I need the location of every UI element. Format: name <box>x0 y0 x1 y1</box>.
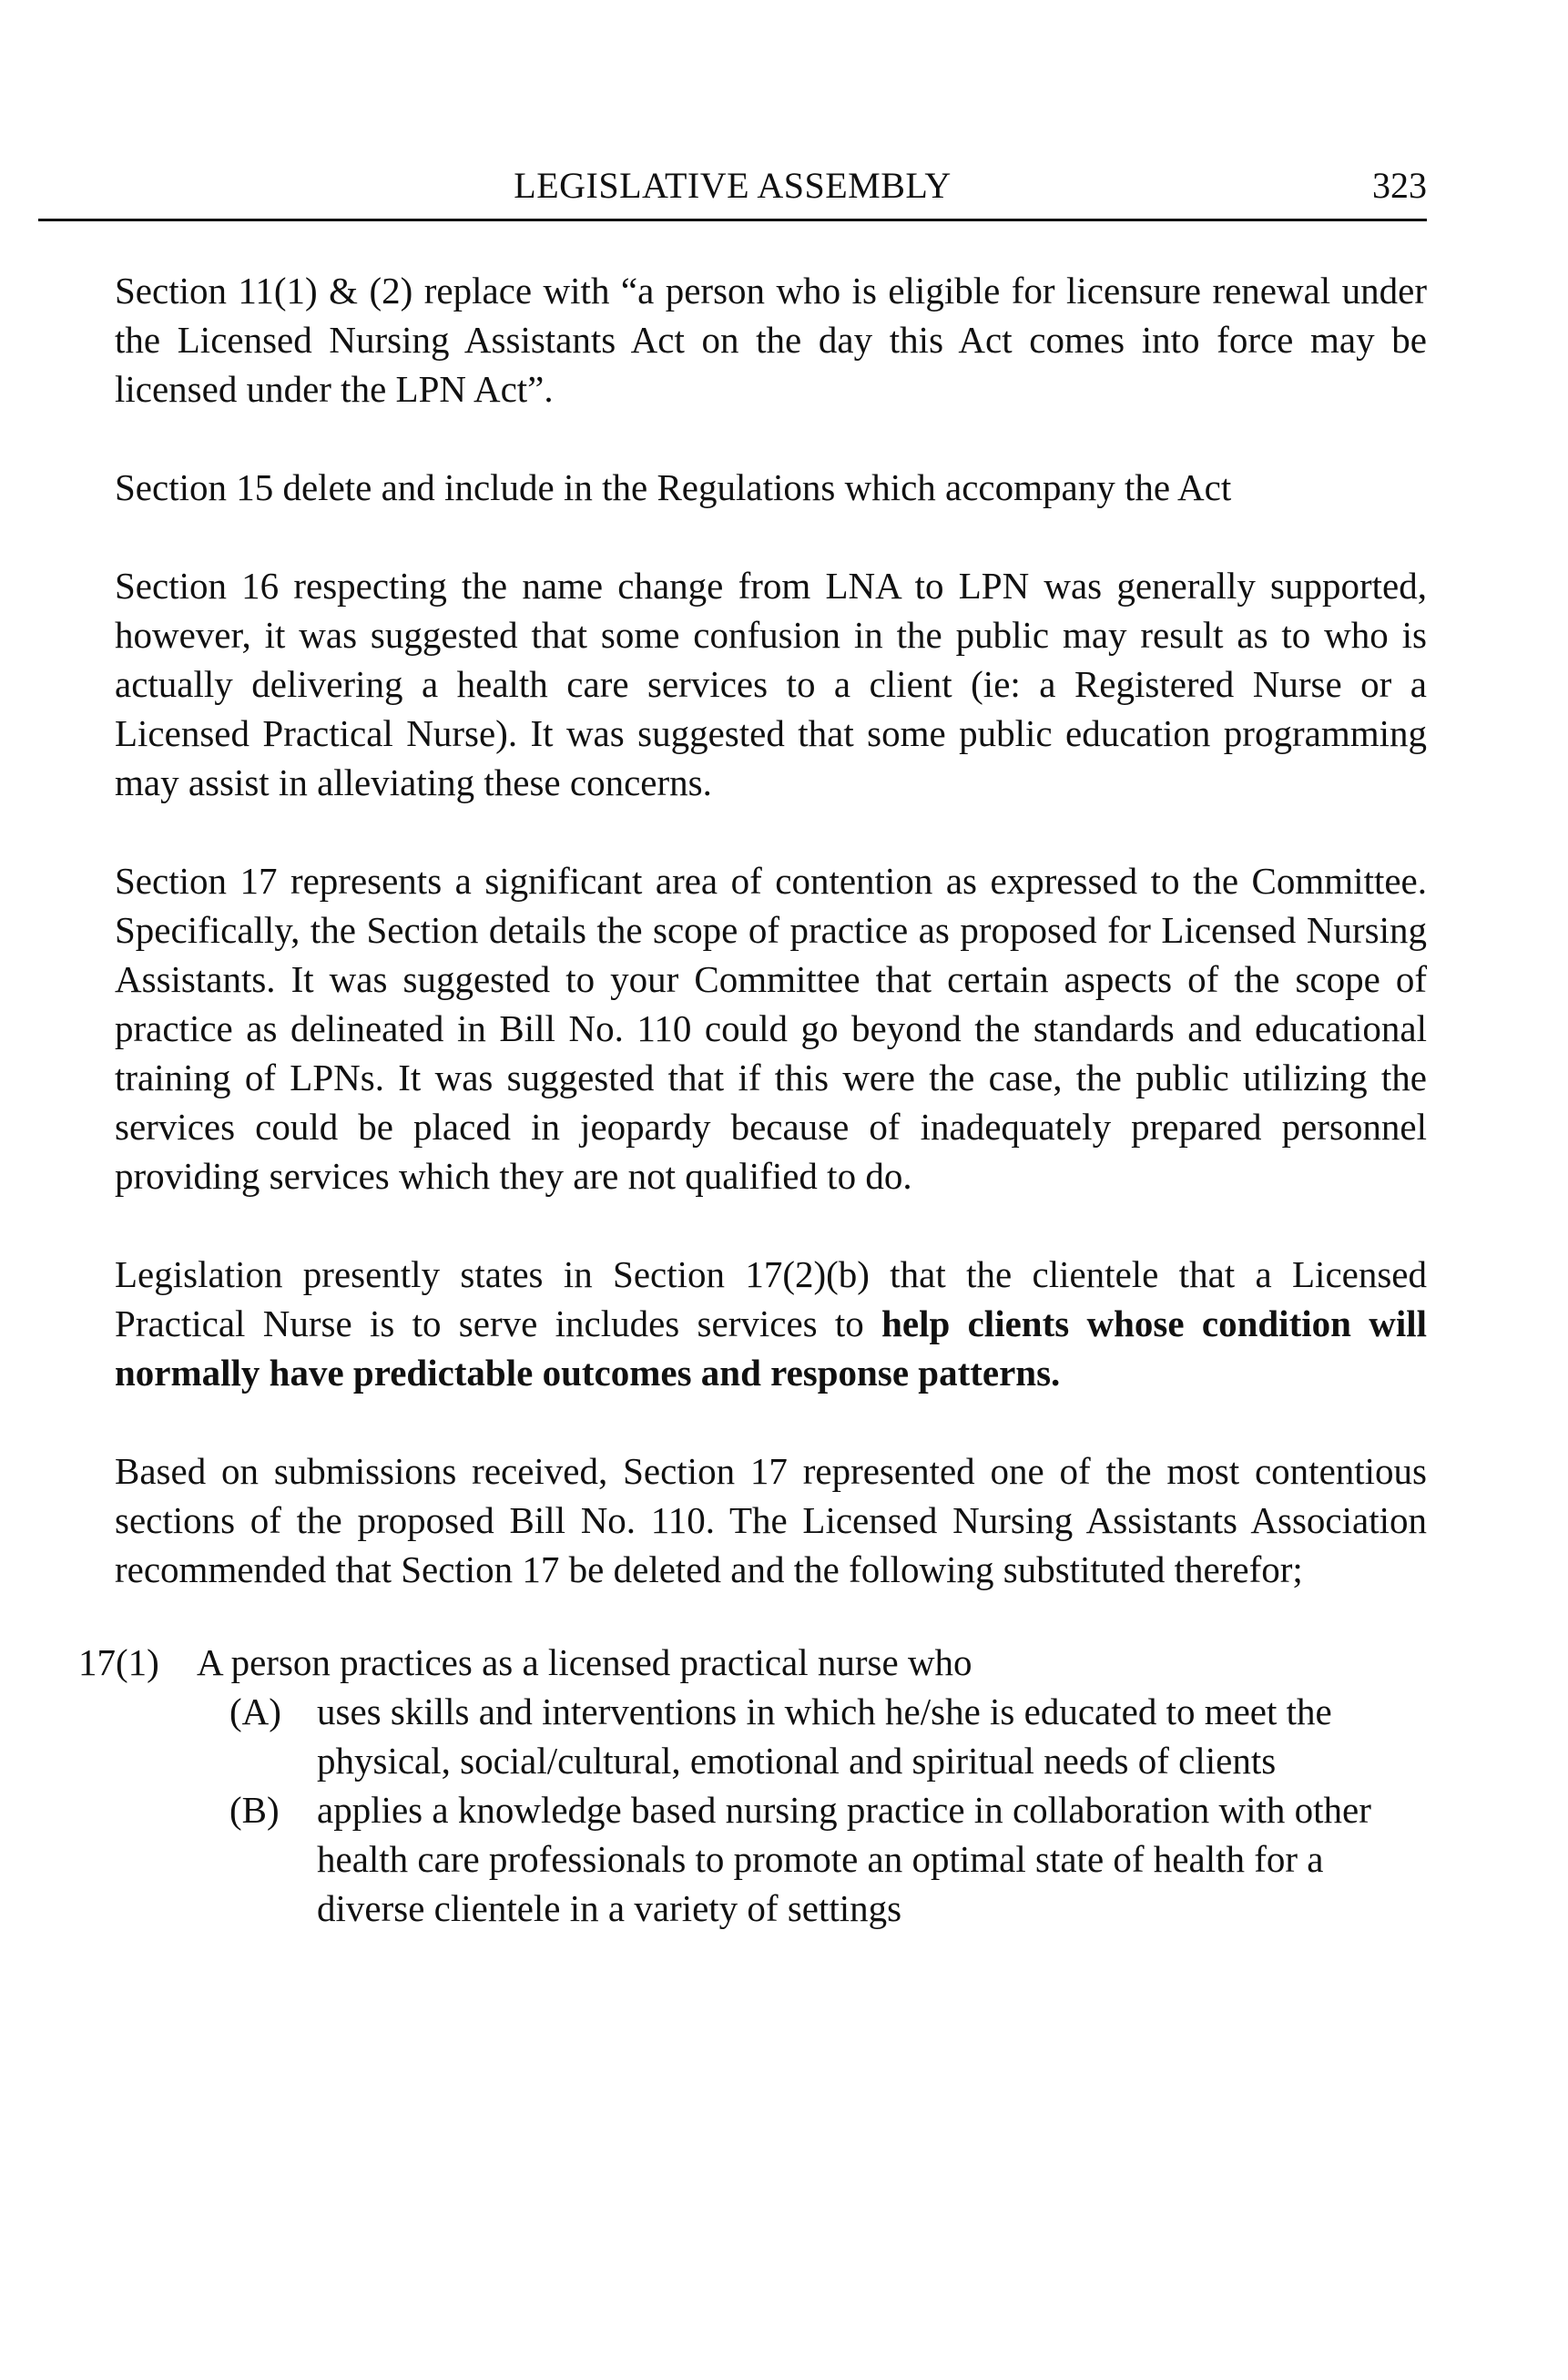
page-number: 323 <box>1372 165 1427 206</box>
clause-label: (A) <box>229 1691 281 1732</box>
provision-lead-row <box>78 1638 1427 1687</box>
paragraph-section-16: Section 16 respecting the name change from LNA to LPN was generally supported, however, it was suggested that some confusion in the public may result as to who is actually delivering a health care services to a client (ie: a Registered Nurse or a Licensed Practical Nurse). It was suggested that some public education programming may assist in alleviating these concerns. <box>115 565 1427 803</box>
provision-clause <box>229 1785 1427 1933</box>
provision-number: 17(1) <box>78 1641 159 1683</box>
clause-text: uses skills and interventions in which he/she is educated to meet the physical, social/cultural, emotional and spiritual needs of clients <box>317 1691 1332 1782</box>
paragraph-section-15: Section 15 delete and include in the Regulations which accompany the Act <box>115 466 1232 508</box>
paragraph-submissions: Based on submissions received, Section 17 represented one of the most contentious sections of the proposed Bill No. 110. The Licensed Nursing Assistants Association recommended that Section 17 be deleted and the following substituted therefor; <box>115 1450 1427 1590</box>
provision-clause <box>229 1687 1427 1785</box>
paragraph-legislation <box>115 1250 1427 1397</box>
legislation-text: Legislation presently states in Section 17(2)(b) that the clientele that a Licensed Practical Nurse is to serve includes services to <box>115 1253 1427 1344</box>
running-title: LEGISLATIVE ASSEMBLY <box>514 165 952 206</box>
provision-lead: A person practices as a licensed practical nurse who <box>197 1641 972 1683</box>
document-body <box>78 266 1428 1933</box>
running-header <box>38 164 1427 219</box>
clause-label: (B) <box>229 1789 280 1831</box>
header-rule <box>38 219 1427 221</box>
paragraph-section-17: Section 17 represents a significant area of contention as expressed to the Committee. Specifically, the Section details the scope of practice as proposed for Licensed Nursing Assistants. It was suggested to your Committee that certain aspects of the scope of practice as delineated in Bill No. 110 could go beyond the standards and educational training of LPNs. It was suggested that if this were the case, the public utilizing the services could be placed in jeopardy because of inadequately prepared personnel providing services which they are not qualified to do. <box>115 860 1427 1197</box>
provision-clauses <box>229 1687 1427 1933</box>
proposed-provision <box>78 1638 1427 1933</box>
legislation-bold-text: help clients whose condition will normally have predictable outcomes and response patterns. <box>115 1302 1428 1394</box>
paragraph-section-11: Section 11(1) & (2) replace with “a person who is eligible for licensure renewal under the Licensed Nursing Assistants Act on the day this Act comes into force may be licensed under the LPN Act”. <box>115 270 1427 410</box>
clause-text: applies a knowledge based nursing practice in collaboration with other health care professionals to promote an optimal state of health for a diverse clientele in a variety of settings <box>317 1789 1371 1929</box>
